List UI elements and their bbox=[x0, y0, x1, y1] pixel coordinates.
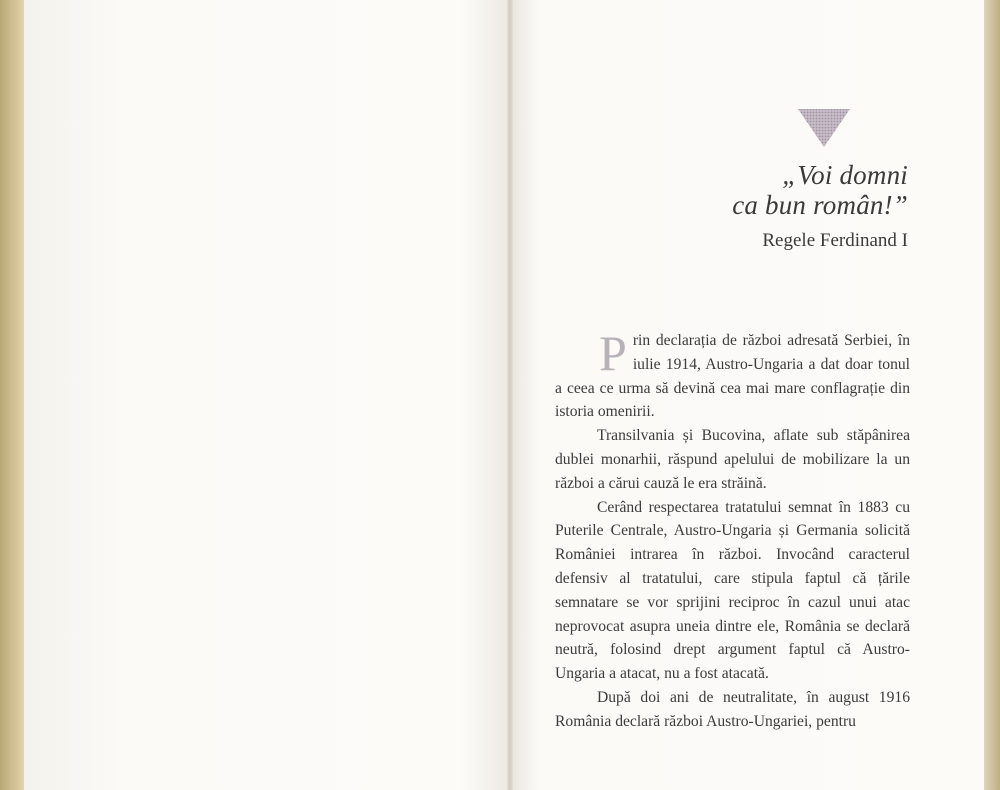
right-page-edge bbox=[984, 0, 1000, 790]
paragraph-3: Cerând respectarea tratatului semnat în 1883 cu Puterile Centrale, Austro-Ungaria și Germania solicită României intrarea în război. Invocând caracterul defensiv al tratatului, care stipula faptul că țările semnatare se vor sprijini reciproc în cazul unui atac neprovocat asupra uneia dintre ele, România se declară neutră, folosind drept argument faptul că Austro-Ungaria a atacat, nu a fost atacată. bbox=[555, 498, 910, 683]
paragraph-1 bbox=[555, 325, 910, 424]
inverted-triangle-ornament-icon bbox=[797, 108, 851, 148]
quote-attribution: Regele Ferdinand I bbox=[762, 230, 908, 251]
paragraph-4: După doi ani de neutralitate, în august 1916 România declară război Austro-Ungariei, pentru bbox=[555, 688, 910, 730]
quote-line-2: ca bun român!” bbox=[732, 190, 908, 220]
drop-cap: P bbox=[599, 325, 627, 381]
paragraph-2: Transilvania și Bucovina, aflate sub stăpânirea dublei monarhii, răspund apelului de mobilizare la un război a cărui cauză le era străină. bbox=[555, 427, 910, 492]
left-page-blank bbox=[24, 0, 510, 790]
chapter-heading bbox=[732, 160, 908, 254]
quote-line-1: „Voi domni bbox=[782, 160, 908, 190]
body-text bbox=[555, 325, 910, 734]
paragraph-1-text: rin declarația de război adresată Serbiei, în iulie 1914, Austro-Ungaria a dat doar tonul a ceea ce urma să devină cea mai mare conflagrație din istoria omenirii. bbox=[555, 332, 910, 421]
book-gutter bbox=[507, 0, 513, 790]
